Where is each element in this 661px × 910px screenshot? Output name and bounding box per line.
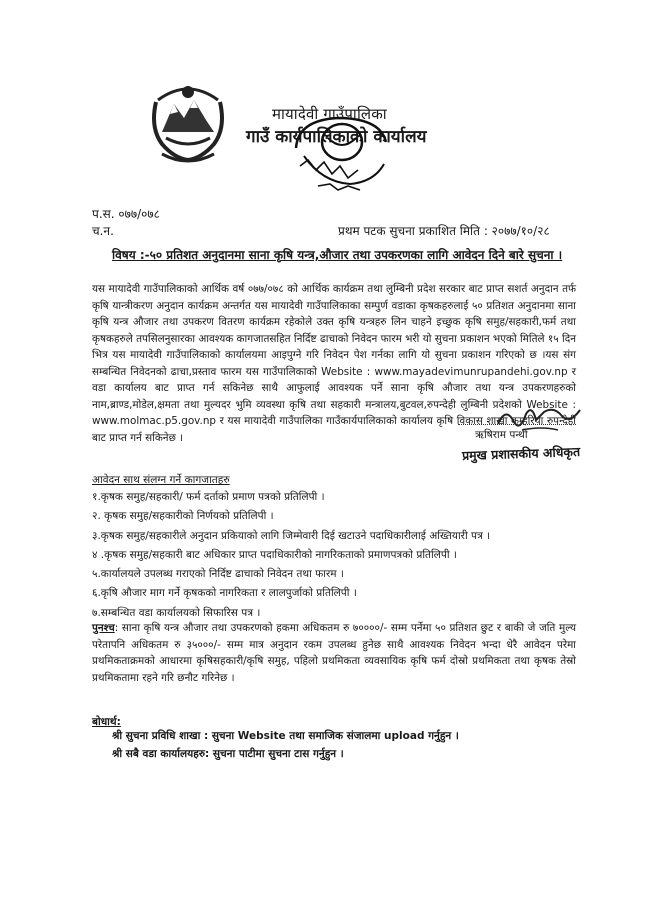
signatory-name: ऋषिराम पन्थी (475, 429, 528, 441)
notice-body: यस मायादेवी गाउँपालिकाको आर्थिक वर्ष ०७७/०७८ को आर्थिक कार्यक्रम तथा लुम्बिनी प्रदेश सरकार बाट प्राप्त सशर्त अनुदान तर्फ कृषि यान्त्रीकरण अनुदान कार्यक्रम अन्तर्गत यस मायादेवी गाउँपालिकाका सम्पुर्ण वडाका कृषकहरुलाई ५० प्रतिशत अनुदानमा साना कृषि यन्त्र औजार तथा उपकरण वितरण कार्यक्रम रहेकोले उक्त कृषि यन्त्रहरु लिन चाहने इच्छुक कृषि समुह/सहकारी,फर्म तथा कृषकहरुले तपसिलनुसारका आवश्यक कागजातसहित निर्दिष्ट ढाचाको निवेदन फारम भरी यो सुचना प्रकाशन भएको मितिले १५ दिन भित्र यस मायादेवी गाउँपालिकाको कार्यालयमा आइपुग्ने गरि निवेदन पेश गर्नका लागि यो सुचना प्रकाशन गरिएको छ ।यस संग सम्बन्धित निवेदनको ढाचा,प्रस्ताव फारम यस गाउँपालिकाको Website : www.mayadevimunrupandehi.gov.np र वडा कार्यालय बाट प्राप्त गर्न सकिनेछ साथै आफुलाई आवश्यक पर्ने साना कृषि औजार तथा यन्त्र उपकरणहरुको नाम,ब्राण्ड,मोडेल,क्षमता तथा मुल्यदर भुमि व्यवस्था कृषि तथा सहकारी मन्त्रालय,बुटवल,रुपन्देही लुम्बिनी प्रदेशको Website : www.molmac.p5.gov.np र यस मायादेवी गाउँपालिका गाउँकार्यपालिकाको कार्यालय कृषि विकास शाखा कम्हरिया रुपन्देही बाट प्राप्त गर्न सकिनेछ । (92, 283, 576, 444)
postscript-label: पुनश्च (92, 622, 115, 634)
list-item: ३.कृषक समुह/सहकारीले अनुदान प्रकियाको लागि जिम्मेवारी दिई खटाउने पदाधिकारीलाई अख्तियारी पत्र । (92, 529, 491, 542)
office-name: गाउँ कार्यपालिकाको कार्यालय (246, 127, 427, 147)
org-name: मायादेवी गाउँपालिका (272, 105, 387, 123)
list-item: श्री सबै वडा कार्यालयहरु: सुचना पाटीमा सुचना टास गर्नुहुन । (112, 747, 344, 760)
postscript-text: : साना कृषि यन्त्र औजार तथा उपकरणको हकमा अधिकतम रु ७००००/- सम्म पर्नेमा ५० प्रतिशत छुट र बाकी जे जति मुल्य परेतापनि अधिकतम रु ३५०००/- सम्म मात्र अनुदान रकम उपलब्ध हुनेछ साथै आवश्यक निवेदन भन्दा धेरै आवेदन परेमा प्रथमिकताक्रमको आधारमा कृषिसहकारी/कृषि समुह, पहिलो प्रथमिकता व्यवसायिक कृषि फर्म दोस्रो प्रथमिकता तथा कृषक तेस्रो प्रथमिकतामा रहने गरि छनौट गरिनेछ । (92, 622, 576, 684)
signatory-title-stamp: प्रमुख प्रशासकीय अधिकृत (461, 443, 581, 464)
list-item: ४ .कृषक समुह/सहकारी बाट अधिकार प्राप्त पदाधिकारीको नागरिकताको प्रमाणपत्रको प्रतिलिपी । (92, 548, 457, 561)
nepal-government-emblem (148, 80, 228, 166)
attachments-heading: आवेदन साथ संलग्न गर्ने कागजातहरु (92, 474, 230, 486)
list-item: ७.सम्बन्धित वडा कार्यालयको सिफारिस पत्र । (92, 606, 261, 619)
list-item: २. कृषक समुह/सहकारीको निर्णयको प्रतिलिपी । (92, 510, 274, 523)
list-item: १.कृषक समुह/सहकारी/ फर्म दर्ताको प्रमाण पत्रको प्रतिलिपी । (92, 491, 325, 503)
signature-line (458, 424, 576, 425)
list-item: ६.कृषि औजार माग गर्ने कृषकको नागरिकता र लालपुर्जाको प्रतिलिपी । (92, 587, 357, 600)
list-item: श्री सुचना प्रविधि शाखा : सुचना Website तथा समाजिक संजालमा upload गर्नुहुन । (112, 730, 459, 742)
dispatch-number: च.न. (92, 224, 114, 238)
publication-date: प्रथम पटक सुचना प्रकाशित मिति : २०७७/१०/२८ (338, 224, 550, 238)
cc-heading: बोधार्थ: (92, 716, 121, 728)
cc-list (112, 728, 459, 763)
postscript-note (92, 620, 576, 686)
reference-number: प.स. ०७७/०७८ (92, 207, 160, 221)
notice-subject: विषय :-५० प्रतिशत अनुदानमा साना कृषि यन्त्र,औजार तथा उपकरणका लागि आवेदन दिने बारे सुचना । (112, 248, 563, 262)
attachments-list (92, 488, 490, 623)
office-seal-stamp (288, 112, 392, 196)
list-item: ५.कार्यालयले उपलब्ध गराएको निर्दिष्ट ढाचाको निवेदन तथा फारम । (92, 568, 344, 581)
